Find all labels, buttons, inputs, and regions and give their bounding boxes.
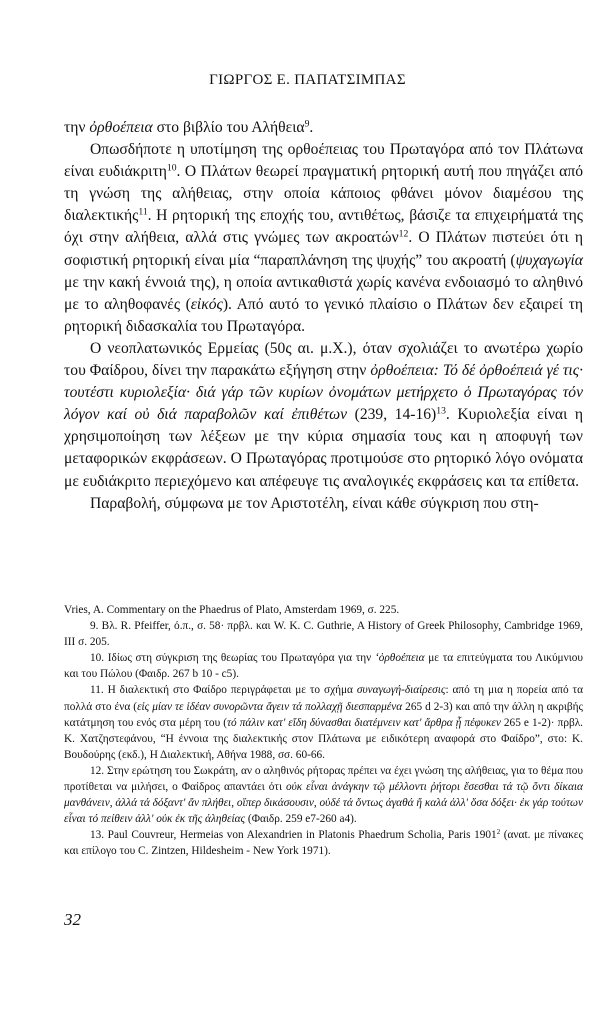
footnote-11: 11. Η διαλεκτική στο Φαίδρο περιγράφεται με το σχήμα συναγωγή-διαίρεσις: από τη μια η πορεία από τα πολλά στο ένα (εἰς μίαν τε ἰδέαν συνορῶντα ἄγειν τά πολλαχῇ διεσπαρμένα 265 d 2-3) και από την άλλη η ακριβής κατάτμηση του ενός στα μέρη του (τό πάλιν κατ' εἴδη δύνασθαι διατέμνειν κατ' ἄρθρα ᾗ πέφυκεν 265 e 1-2)· πρβλ. Κ. Χατζηστεφάνου, “Η έννοια της διαλεκτικής στον Πλάτωνα με ειδικότερη αναφορά στο Φαίδρο”, στο: Κ. Βουδούρης (εκδ.), Η Διαλεκτική, Αθήνα 1988, σσ. 60-66. bbox=[64, 684, 584, 761]
footnote-ref-13: 13 bbox=[436, 405, 446, 417]
paragraph-1: την ὀρθοέπεια στο βιβλίο του Αλήθεια$^9$. bbox=[64, 118, 314, 136]
footnote-12: 12. Στην ερώτηση του Σωκράτη, αν ο αληθινός ρήτορας πρέπει να έχει γνώση της αλήθειας, για το θέμα που προτίθεται να μιλήσει, ο Φαίδρος απαντάει ότι οὐκ εἶναι ἀνάγκην τῷ μέλλοντι ῥήτορι ἔσεσθαι τά τῷ ὄντι δίκαια μανθάνειν, ἀλλά τά δόξαντ' ἄν πλήθει, οἵπερ δικάσουσιν, οὐδέ τά ὄντως ἀγαθά ἤ καλά ἀλλ' ὅσα δόξει· ἐκ γάρ τούτων εἶναι τό πείθειν ἀλλ' οὐκ ἐκ τῆς ἀληθείας (Φαιδρ. 259 e7-260 a4). bbox=[64, 764, 583, 826]
paragraph-3: Ο νεοπλατωνικός Ερμείας (50ς αι. μ.Χ.), όταν σχολιάζει το ανωτέρω χωρίο του Φαίδρου, δίνει την παρακάτω εξήγηση στην ὀρθοέπεια: Τό δέ ὀρθοέπειά γέ τις· τουτέστι κυριολεξία· διά γάρ τῶν κυρίων ὀνομάτων μετήρχετο ὁ Πρωταγόρας τόν λόγον καί οὐ διά παραβολῶν καί ἐπιθέτων (239, 14-16)$^{13}$. Κυριολεξία είναι η χρησιμοποίηση των λέξεων με την κύρια σημασία τους και η αποφυγή των μεταφορικών εκφράσεων. Ο Πρωταγόρας προτιμούσε στο ρητορικό λόγο ονόματα με ευδιάκριτο περιεχόμενο και απέφευγε τις αναλογικές εκφράσεις και τα επίθετα. bbox=[64, 339, 583, 490]
footnote-ref-12: 12 bbox=[398, 229, 409, 241]
paragraph-2: Οπωσδήποτε η υποτίμηση της ορθοέπειας του Πρωταγόρα από τον Πλάτωνα είναι ευδιάκριτη$^{10}$. Ο Πλάτων θεωρεί πραγματική ρητορική αυτή που πηγάζει από τη γνώση της αλήθειας, στην οποία κάποιος φθάνει μόνον διαμέσου της διαλεκτικής$^{11}$. Η ρητορική της εποχής του, αντιθέτως, βάσιζε τα επιχειρήματά της όχι στην αλήθεια, αλλά στις γνώμες των ακροατών$^{12}$. Ο Πλάτων πιστεύει ότι η σοφιστική ρητορική είναι μία “παραπλάνηση της ψυχής” του ακροατή (ψυχαγωγία με την κακή έννοιά της), η οποία αντικαθιστά χωρίς κανένα ενδοιασμό το αληθινό με το αληθοφανές (εἰκός). Από αυτό το γενικό πλαίσιο ο Πλάτων δεν εξαιρεί τη ρητορική διδασκαλία του Πρωταγόρα. bbox=[64, 141, 584, 335]
footnote-continuation: Vries, A. Commentary on the Phaedrus of Plato, Amsterdam 1969, σ. 225. bbox=[64, 604, 400, 616]
main-text bbox=[64, 117, 583, 515]
running-head: ΓΙΩΡΓΟΣ Ε. ΠΑΠΑΤΣΙΜΠΑΣ bbox=[209, 72, 406, 88]
footnote-10: 10. Ιδίως στη σύγκριση της θεωρίας του Πρωταγόρα για την ‘ὀρθοέπεια με τα επιτεύγματα του Λικύμνιου και του Πώλου (Φαιδρ. 267 b 10 - c5). bbox=[64, 652, 583, 681]
footnote-ref-9: 9 bbox=[304, 118, 310, 130]
footnote-ref-11: 11 bbox=[138, 207, 148, 219]
footnote-ref-10: 10 bbox=[166, 162, 177, 174]
footnote-13: 13. Paul Couvreur, Hermeias von Alexandrien in Platonis Phaedrum Scholia, Paris 1901$^2$ (αναt. με πίνακες και επίλογο του C. Zintzen, Hildesheim - New York 1971). bbox=[64, 828, 583, 858]
footnote-9: 9. Βλ. R. Pfeiffer, ό.π., σ. 58· πρβλ. και W. K. C. Guthrie, A History of Greek Philosophy, Cambridge 1969, III σ. 205. bbox=[64, 620, 583, 649]
footnotes bbox=[64, 602, 583, 860]
paragraph-4: Παραβολή, σύμφωνα με τον Αριστοτέλη, είναι κάθε σύγκριση που στη- bbox=[90, 494, 539, 512]
page-number: 32 bbox=[64, 910, 81, 929]
